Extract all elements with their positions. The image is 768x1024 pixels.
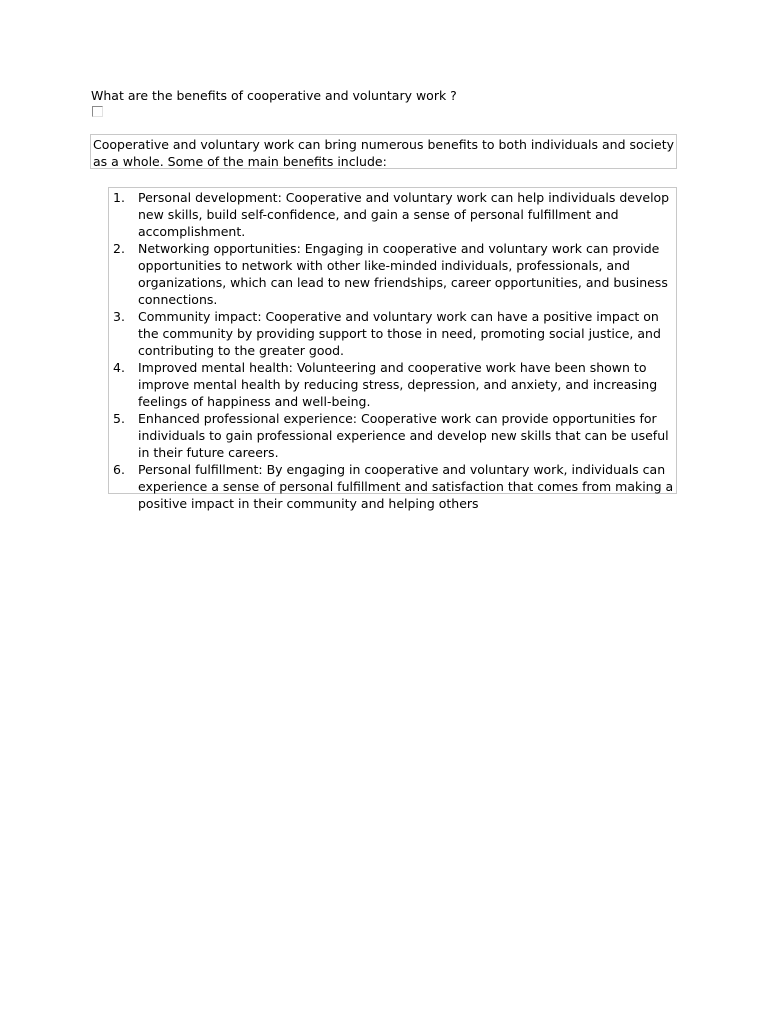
list-item-number: 1. bbox=[113, 190, 125, 205]
list-item-text: Community impact: Cooperative and voluntary work can have a positive impact on the community by providing support to those in need, promoting social justice, and contributing to the greater good. bbox=[138, 309, 661, 358]
list-item bbox=[109, 189, 676, 240]
list-item-text: Personal fulfillment: By engaging in cooperative and voluntary work, individuals can experience a sense of personal fulfillment and satisfaction that comes from making a positive impact in their community and helping others bbox=[138, 462, 674, 511]
list-item-text: Improved mental health: Volunteering and cooperative work have been shown to improve mental health by reducing stress, depression, and anxiety, and increasing feelings of happiness and well-being. bbox=[138, 360, 658, 409]
list-item bbox=[109, 240, 676, 308]
benefits-list-box bbox=[108, 187, 677, 511]
list-item bbox=[109, 461, 676, 512]
list-item-number: 4. bbox=[113, 360, 125, 375]
list-item-text: Personal development: Cooperative and voluntary work can help individuals develop new skills, build self-confidence, and gain a sense of personal fulfillment and accomplishment. bbox=[138, 190, 670, 239]
question-text: What are the benefits of cooperative and voluntary work ? bbox=[91, 88, 457, 103]
list-item-number: 3. bbox=[113, 309, 125, 324]
answer-checkbox[interactable] bbox=[92, 106, 103, 117]
benefits-list bbox=[109, 188, 676, 512]
list-item-text: Networking opportunities: Engaging in cooperative and voluntary work can provide opportunities to network with other like-minded individuals, professionals, and organizations, which can lead to new friendships, career opportunities, and business connections. bbox=[138, 241, 668, 307]
list-item-number: 6. bbox=[113, 462, 125, 477]
list-item bbox=[109, 308, 676, 359]
list-item bbox=[109, 410, 676, 461]
list-item-text: Enhanced professional experience: Cooperative work can provide opportunities for individuals to gain professional experience and develop new skills that can be useful in their future careers. bbox=[138, 411, 669, 460]
answer-intro: Cooperative and voluntary work can bring numerous benefits to both individuals and society as a whole. Some of the main benefits include: bbox=[90, 134, 677, 169]
list-item-number: 5. bbox=[113, 411, 125, 426]
list-item bbox=[109, 359, 676, 410]
list-item-number: 2. bbox=[113, 241, 125, 256]
